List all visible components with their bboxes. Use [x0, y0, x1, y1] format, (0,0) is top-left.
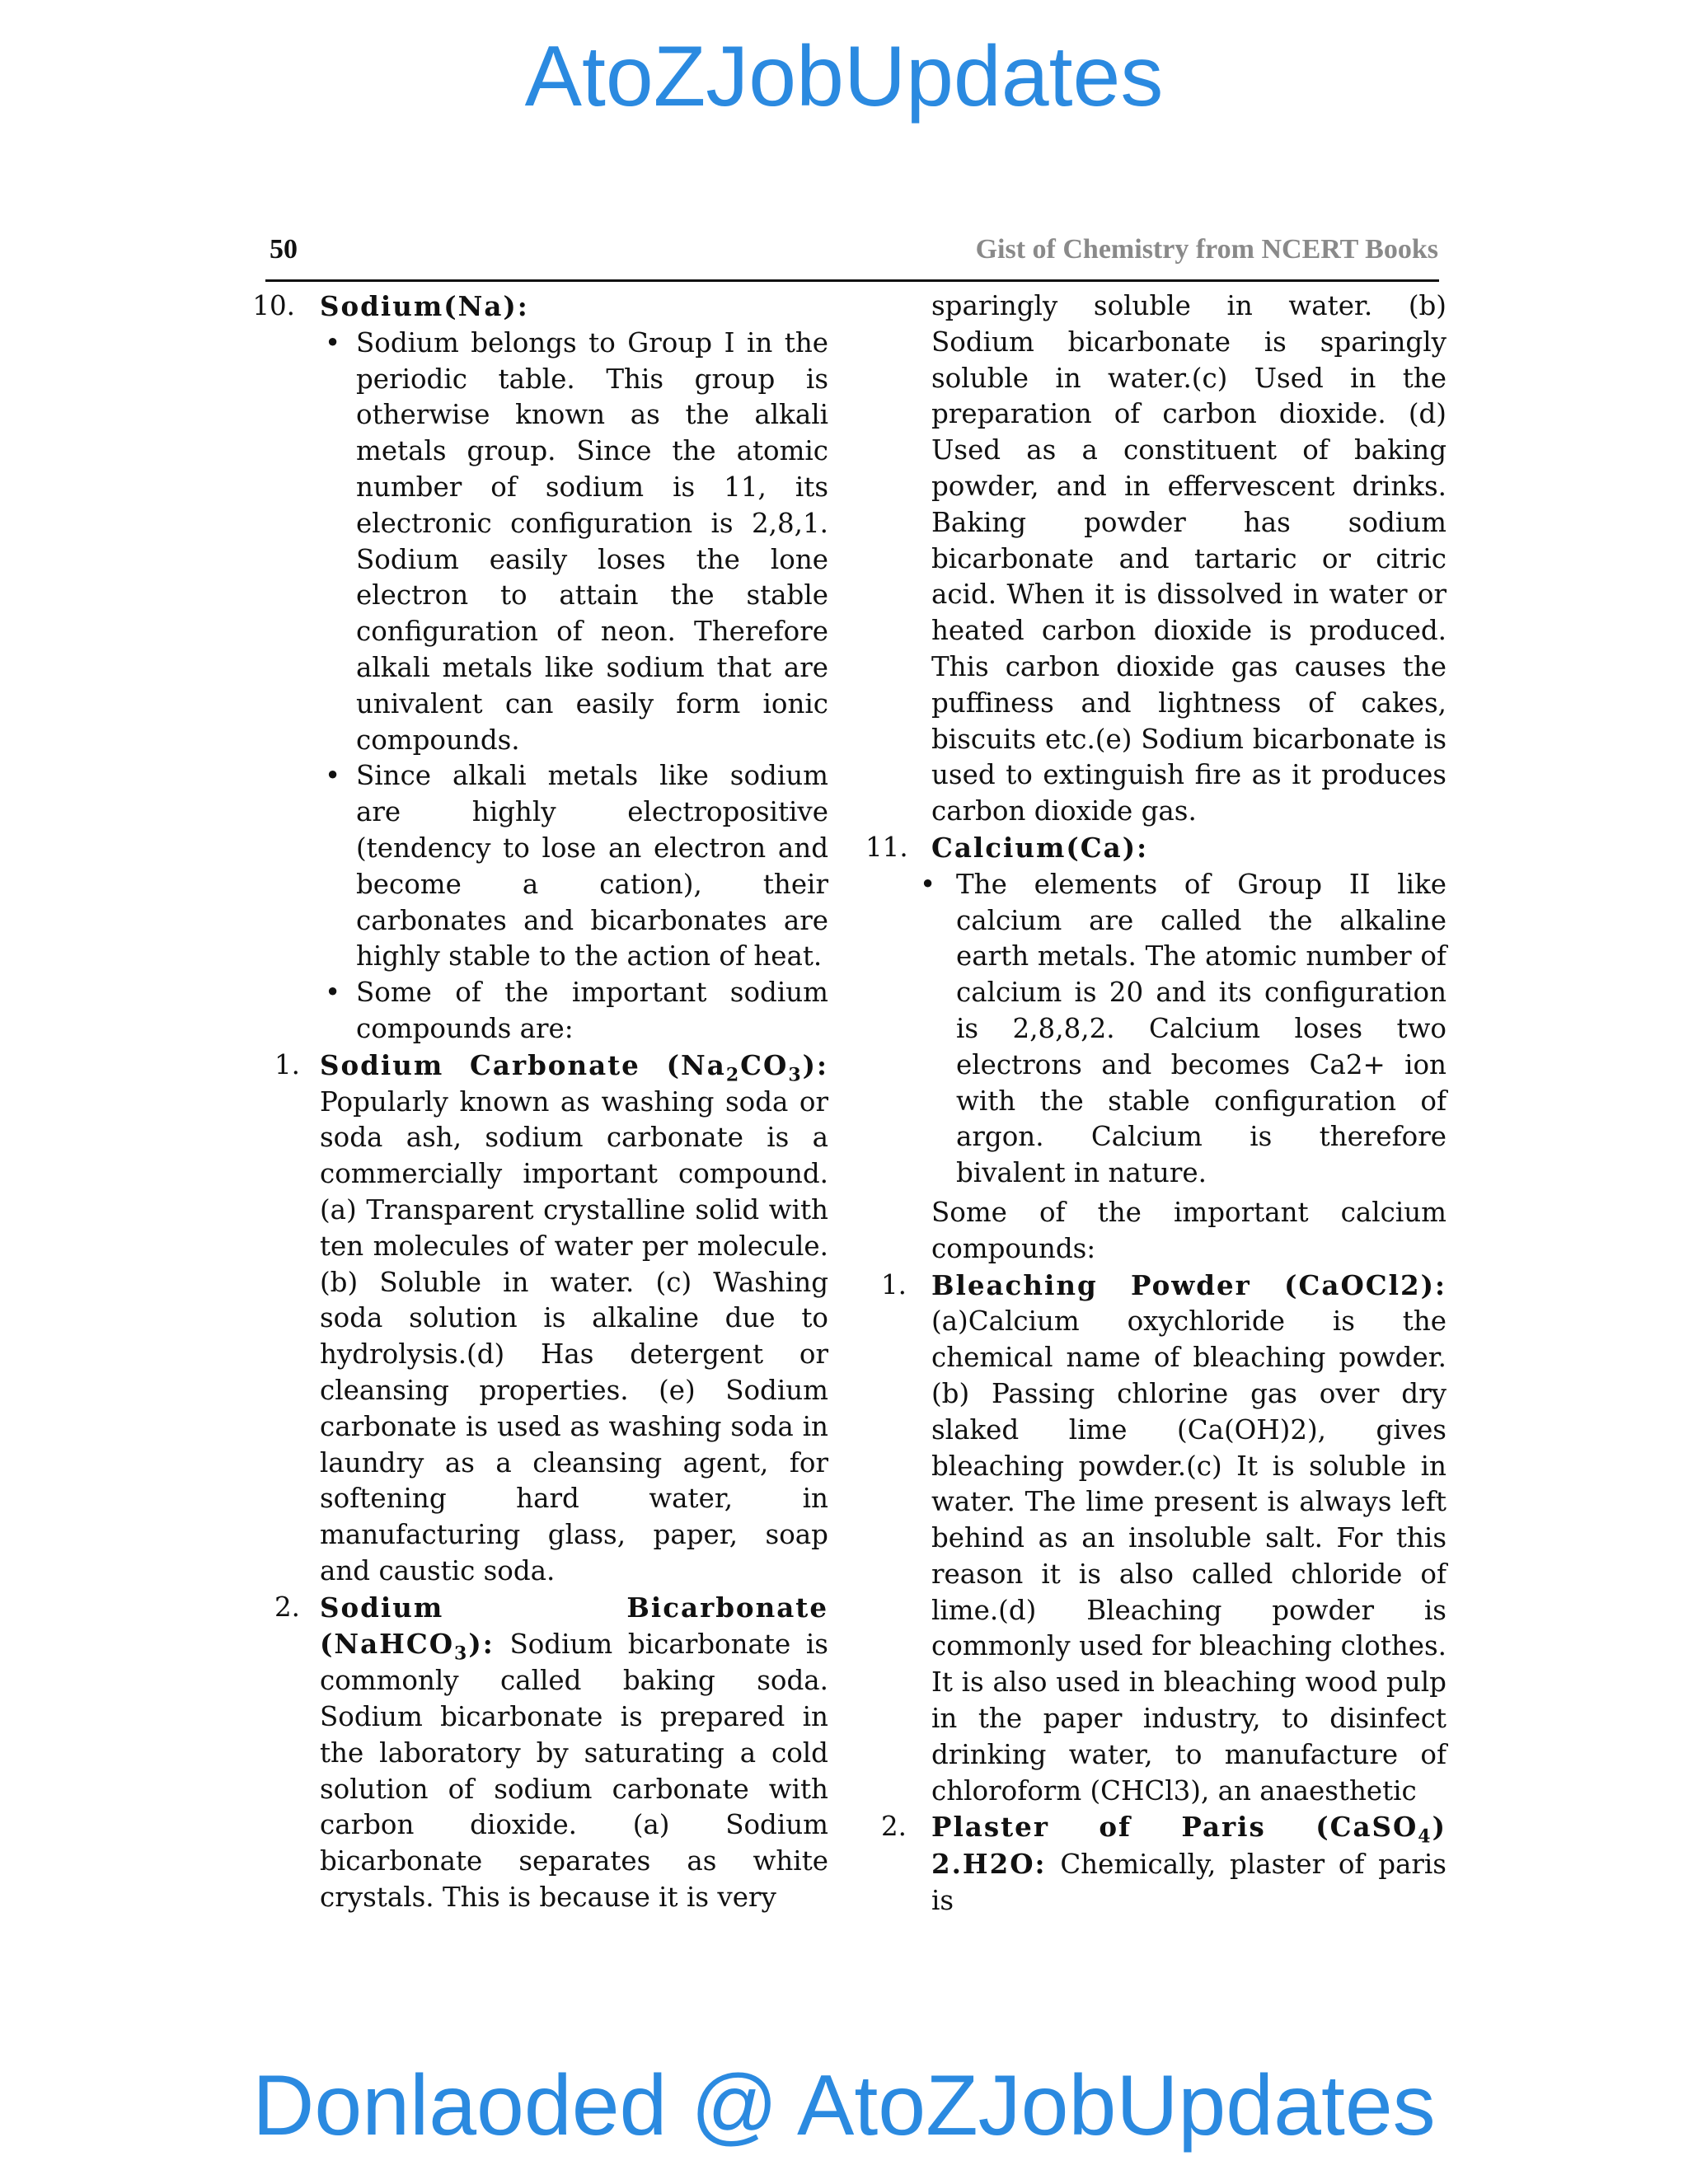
continued-text: sparingly soluble in water. (b) Sodium bicarbonate is sparingly soluble in water.(c) Used in the preparation of carbon dioxide. (d) Used as a constituent of baking powder, and in effervescent drinks. Baking powder has sodium bicarbonate and tartaric or citric acid. When it is dissolved in water or heated carbon dioxide is produced. This carbon dioxide gas causes the puffiness and lightness of cakes, biscuits etc.(e) Sodium bicarbonate is used to extinguish fire as it produces carbon dioxide gas.: [931, 290, 1447, 827]
header-rule: [265, 279, 1439, 282]
compound-number: 1.: [274, 1048, 300, 1080]
compound-text: [931, 1268, 1447, 1810]
list-item: [247, 758, 828, 975]
section-title: Sodium(Na):: [320, 290, 529, 322]
compound-plaster-of-paris: [865, 1809, 1447, 1919]
page-number: 50: [270, 234, 298, 265]
compound-title: Sodium Carbonate $(Na_2CO_3)$:: [320, 1048, 828, 1086]
compound-body: (a)Calcium oxychloride is the chemical name of bleaching powder.(b) Passing chlorine gas over dry slaked lime (Ca(OH)2), gives bleaching powder.(c) It is soluble in water. The lime present is always left behind as an insoluble salt. For this reason it is also called chloride of lime.(d) Bleaching powder is commonly used for bleaching clothes. It is also used in bleaching wood pulp in the paper industry, to disinfect drinking water, to manufacture of chloroform (CHCl3), an anaesthetic: [931, 1305, 1447, 1807]
watermark-bottom: Donlaoded @ AtoZJobUpdates: [252, 2058, 1436, 2154]
right-column: [865, 288, 1447, 1919]
compound-text: [931, 1809, 1447, 1919]
compound-title: Sodium Bicarbonate (NaHCO$_3$):: [320, 1591, 828, 1665]
list-item: [865, 867, 1447, 1192]
intro-text: Some of the important calcium compounds:: [931, 1196, 1447, 1264]
bullet-icon: •: [325, 326, 341, 359]
list-item: [247, 975, 828, 1047]
bullet-text: Since alkali metals like sodium are highly electropositive (tendency to lose an electron and become a cation), their carbonates and bicarbonates are highly stable to the action of heat.: [356, 760, 828, 972]
compound-bleaching-powder: [865, 1268, 1447, 1810]
compound-sodium-bicarbonate: [247, 1590, 828, 1916]
compound-text: [320, 1590, 828, 1916]
bullet-icon: •: [325, 977, 341, 1009]
bullet-text: Some of the important sodium compounds are:: [356, 977, 828, 1044]
book-title: Gist of Chemistry from NCERT Books: [975, 234, 1438, 265]
section-calcium: [865, 830, 1447, 867]
compound-text: [320, 1047, 828, 1590]
compound-title: Bleaching Powder (CaOCl2):: [931, 1268, 1447, 1301]
compound-body: Popularly known as washing soda or soda ash, sodium carbonate is a commercially important compound. (a) Transparent crystalline solid with ten molecules of water per molecule. (b) Soluble in water. (c) Washing soda solution is alkaline due to hydrolysis.(d) Has detergent or cleansing properties. (e) Sodium carbonate is used as washing soda in laundry as a cleansing agent, for softening hard water, in manufacturing glass, paper, soap and caustic soda.: [320, 1085, 828, 1586]
section-sodium: [247, 288, 828, 326]
compound-body: Chemically, plaster of paris is: [931, 1849, 1447, 1917]
compound-title: Plaster of Paris (CaSO$_4$) 2.H2O:: [931, 1811, 1447, 1881]
section-number: 10.: [252, 290, 295, 321]
bullet-icon: •: [920, 868, 936, 900]
compound-number: 1.: [880, 1268, 907, 1301]
list-item: [247, 326, 828, 759]
compound-body: Sodium bicarbonate is commonly called baking soda. Sodium bicarbonate is prepared in the laboratory by saturating a cold solution of sodium carbonate with carbon dioxide. (a) Sodium bicarbonate separates as white crystals. This is because it is very: [320, 1629, 828, 1914]
bullet-text: The elements of Group II like calcium are called the alkaline earth metals. The atomic number of calcium is 20 and its configuration is 2,8,8,2. Calcium loses two electrons and becomes Ca2+ ion with the stable configuration of argon. Calcium is therefore bivalent in nature.: [956, 868, 1447, 1189]
left-column: [247, 288, 828, 1916]
compound-sodium-carbonate: [247, 1047, 828, 1590]
compound-number: 2.: [274, 1591, 300, 1623]
watermark-top: AtoZJobUpdates: [524, 29, 1164, 124]
bullet-icon: •: [325, 760, 341, 792]
section-title: Calcium(Ca):: [931, 831, 1149, 864]
section-number: 11.: [865, 831, 908, 863]
bullet-text: Sodium belongs to Group I in the periodic table. This group is otherwise known as the alkali metals group. Since the atomic number of sodium is 11, its electronic configuration is 2,8,1. Sodium easily loses the lone electron to attain the stable configuration of neon. Therefore alkali metals like sodium that are univalent can easily form ionic compounds.: [356, 326, 828, 756]
compound-number: 2.: [880, 1811, 907, 1843]
